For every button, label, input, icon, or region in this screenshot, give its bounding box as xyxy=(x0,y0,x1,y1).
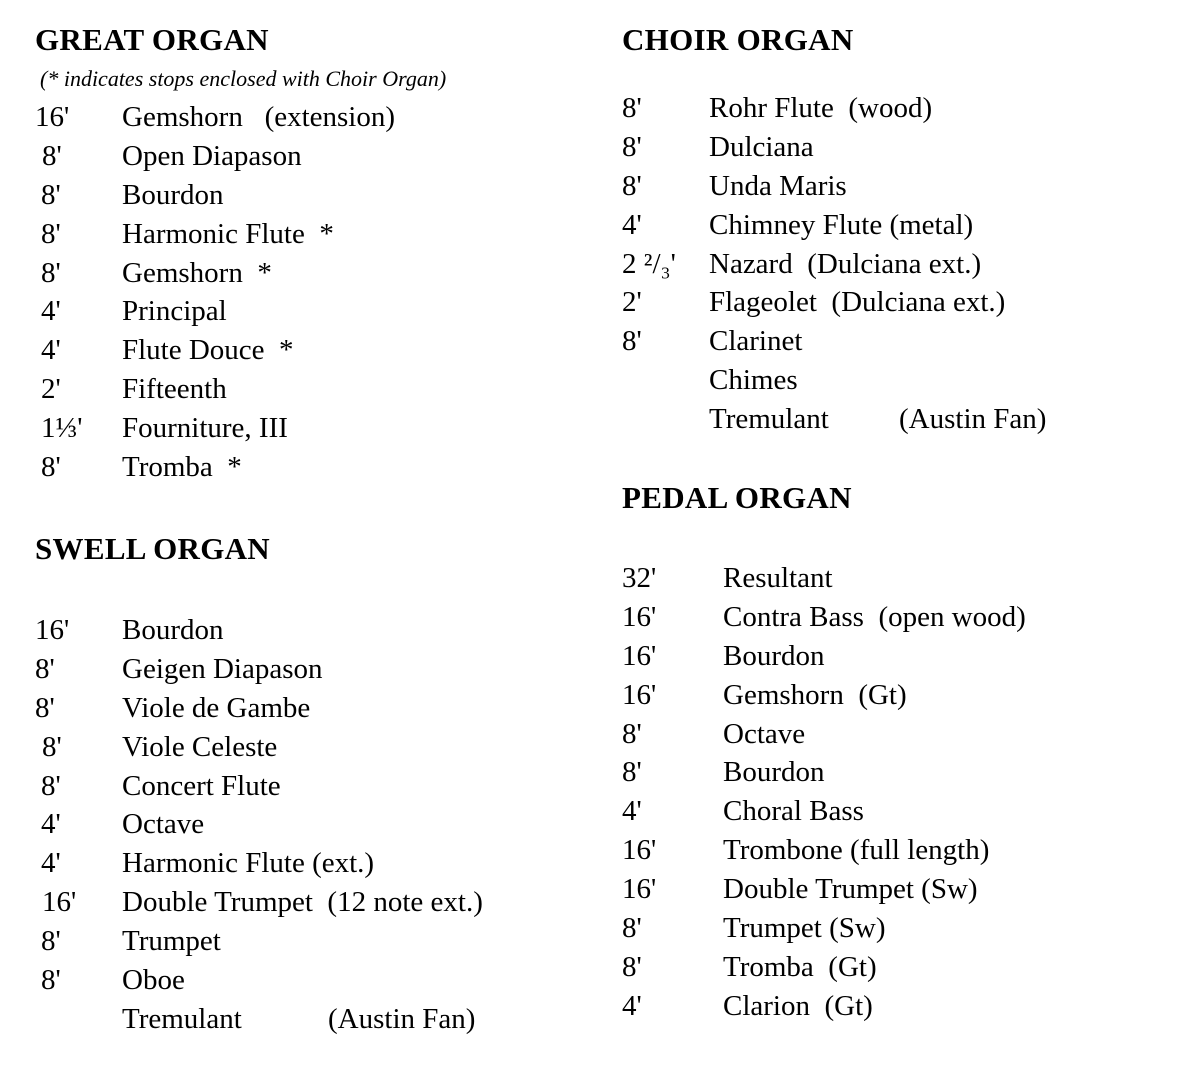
stop-pitch: 4' xyxy=(41,847,61,880)
stop-pitch: 4' xyxy=(41,808,61,841)
pedal-organ-title: PEDAL ORGAN xyxy=(622,480,852,515)
stop-pitch: 16' xyxy=(622,834,657,867)
stop-pitch: 8' xyxy=(622,169,642,202)
stop-name: Trumpet (Sw) xyxy=(723,912,886,945)
stop-pitch: 2 ²/₃' xyxy=(622,247,676,280)
stop-name: Harmonic Flute * xyxy=(122,217,334,250)
stop-pitch: 16' xyxy=(42,886,77,919)
stop-pitch: 8' xyxy=(622,912,642,945)
stop-name: Choral Bass xyxy=(723,795,864,828)
stop-pitch: 8' xyxy=(622,325,642,358)
stop-pitch: 8' xyxy=(35,652,55,685)
stop-name: Oboe xyxy=(122,964,185,997)
stop-name: Gemshorn * xyxy=(122,256,272,289)
stop-pitch: 32' xyxy=(622,562,657,594)
stop-pitch: 4' xyxy=(41,334,61,367)
stop-pitch: 8' xyxy=(41,964,61,997)
stop-name: Open Diapason xyxy=(122,139,302,172)
stop-name: Unda Maris xyxy=(709,169,847,202)
stop-name: Concert Flute xyxy=(122,769,281,802)
stop-pitch: 16' xyxy=(35,614,70,646)
stop-name: Viole Celeste xyxy=(122,730,278,763)
stop-pitch: 16' xyxy=(622,678,657,711)
stop-pitch: 8' xyxy=(42,730,62,763)
great-organ-title: GREAT ORGAN xyxy=(35,22,269,57)
stop-pitch: 16' xyxy=(622,873,657,906)
stop-pitch: 4' xyxy=(622,208,642,241)
stop-name: Principal xyxy=(122,295,227,328)
stop-name: Clarion (Gt) xyxy=(723,989,873,1022)
stop-name: Trombone (full length) xyxy=(723,834,990,867)
stop-pitch: 8' xyxy=(622,756,642,789)
stop-pitch: 1⅓' xyxy=(41,412,83,445)
great-organ-note: (* indicates stops enclosed with Choir Organ) xyxy=(40,66,447,91)
stop-name: Resultant xyxy=(723,562,833,594)
swell-organ-title: SWELL ORGAN xyxy=(35,531,270,566)
stop-pitch: 8' xyxy=(41,925,61,958)
stop-extra: (Austin Fan) xyxy=(328,1002,476,1035)
stop-name: Bourdon xyxy=(723,639,825,672)
stop-name: Trumpet xyxy=(122,925,221,958)
stop-pitch: 8' xyxy=(41,256,61,289)
stop-pitch: 4' xyxy=(41,295,61,328)
stop-pitch: 8' xyxy=(35,691,55,724)
stop-pitch: 2' xyxy=(41,373,61,406)
stop-name: Tromba (Gt) xyxy=(723,950,877,983)
stop-name: Gemshorn (Gt) xyxy=(723,678,907,711)
stop-name: Geigen Diapason xyxy=(122,652,323,685)
stop-name: Fifteenth xyxy=(122,373,227,406)
stop-pitch: 8' xyxy=(41,178,61,211)
stop-name: Double Trumpet (12 note ext.) xyxy=(122,886,483,919)
stop-pitch: 8' xyxy=(41,217,61,250)
stop-pitch: 4' xyxy=(622,989,642,1022)
stop-pitch: 16' xyxy=(35,101,70,133)
stop-pitch: 16' xyxy=(622,600,657,633)
stop-name: Bourdon xyxy=(723,756,825,789)
stop-name: Tremulant xyxy=(709,403,829,436)
stop-name: Flageolet (Dulciana ext.) xyxy=(709,286,1006,319)
stop-name: Harmonic Flute (ext.) xyxy=(122,847,375,880)
stop-pitch: 8' xyxy=(622,92,642,124)
choir-organ-title: CHOIR ORGAN xyxy=(622,22,854,57)
stop-name: Tromba * xyxy=(122,451,242,484)
stop-name: Dulciana xyxy=(709,130,814,163)
stop-pitch: 8' xyxy=(622,717,642,750)
stop-name: Chimney Flute (metal) xyxy=(709,208,974,241)
stop-name: Clarinet xyxy=(709,325,803,358)
stop-pitch: 8' xyxy=(42,139,62,172)
stop-pitch: 8' xyxy=(41,769,61,802)
stop-name: Octave xyxy=(122,808,205,841)
stop-pitch: 8' xyxy=(622,130,642,163)
stop-name: Octave xyxy=(723,717,806,750)
stop-pitch: 8' xyxy=(622,950,642,983)
stop-name: Viole de Gambe xyxy=(122,691,311,724)
stop-name: Bourdon xyxy=(122,614,224,646)
stop-name: Contra Bass (open wood) xyxy=(723,600,1026,633)
stop-name: Chimes xyxy=(709,364,798,397)
stop-name: Rohr Flute (wood) xyxy=(709,92,933,124)
stop-name: Tremulant xyxy=(122,1002,242,1035)
stop-pitch: 16' xyxy=(622,639,657,672)
stop-pitch: 4' xyxy=(622,795,642,828)
stop-name: Fourniture, III xyxy=(122,412,288,445)
stop-extra: (Austin Fan) xyxy=(899,403,1047,436)
stop-name: Double Trumpet (Sw) xyxy=(723,873,978,906)
stop-name: Bourdon xyxy=(122,178,224,211)
stop-pitch: 2' xyxy=(622,286,642,319)
stop-name: Gemshorn (extension) xyxy=(122,101,396,133)
stop-pitch: 8' xyxy=(41,451,61,484)
stop-name: Flute Douce * xyxy=(122,334,294,367)
stop-name: Nazard (Dulciana ext.) xyxy=(709,247,982,280)
